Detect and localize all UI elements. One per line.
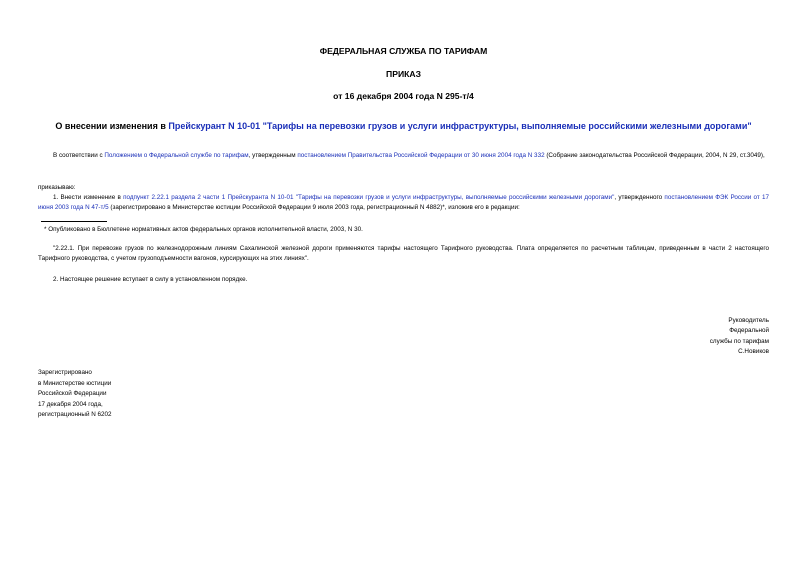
preamble-text-2: , утвержденным: [248, 152, 298, 159]
item1-text-2: , утвержденного: [614, 194, 665, 201]
quoted-provision: "2.22.1. При перевозке грузов по железнодорожным линиям Сахалинской железной дороги применяются тарифы настоящего Тарифного руководства. Плата определяется по расчетным таблицам, приведенным в части 2 настоящего Тарифного руководства, с учетом грузоподъемности вагонов, курсирующих на этих линиях".: [38, 245, 769, 262]
item-2-paragraph: 2. Настоящее решение вступает в силу в установленном порядке.: [53, 276, 248, 283]
preamble-text-1: В соответствии с: [53, 152, 105, 159]
agency-title: ФЕДЕРАЛЬНАЯ СЛУЖБА ПО ТАРИФАМ: [319, 46, 488, 56]
signature-line-3: службы по тарифам: [709, 337, 769, 345]
signature-block: [710, 316, 769, 358]
item-1-paragraph: [38, 193, 769, 213]
signature-line-2: Федеральной: [729, 327, 769, 335]
signature-line-1: Руководитель: [728, 317, 769, 324]
preamble-paragraph: [38, 151, 769, 161]
regulation-link[interactable]: Положением о Федеральной службе по тарифам: [104, 152, 249, 159]
order-word: приказываю:: [38, 184, 76, 191]
registration-line-1: Зарегистрировано: [38, 369, 92, 376]
doc-subject: [20, 121, 787, 131]
registration-number: регистрационный N 6202: [38, 411, 112, 419]
footnote: * Опубликовано в Бюллетене нормативных актов федеральных органов исполнительной власти, 2003, N 30.: [44, 226, 363, 233]
item1-text-1: 1. Внести изменение в: [53, 194, 124, 201]
doc-type-title: ПРИКАЗ: [386, 69, 421, 79]
footnote-divider: [41, 221, 107, 222]
registration-line-2: в Министерстве юстиции: [38, 379, 112, 387]
government-decree-link[interactable]: постановлением Правительства Российской Федерации от 30 июня 2004 года N 332: [297, 152, 545, 159]
subject-prefix: О внесении изменения в: [55, 121, 169, 131]
item1-text-3: (зарегистрировано в Министерстве юстиции Российской Федерации 9 июля 2003 года, регистрационный N 4882)*, изложив его в редакции:: [108, 204, 520, 211]
doc-date-number: от 16 декабря 2004 года N 295-т/4: [333, 91, 474, 101]
fek-decree-link[interactable]: постановлением ФЭК России от 17 июня 2003 года N 47-т/5: [38, 194, 769, 211]
registration-date: 17 декабря 2004 года,: [38, 400, 103, 408]
pricelist-link[interactable]: Прейскурант N 10-01 "Тарифы на перевозки грузов и услуги инфраструктуры, выполняемые российскими железными дорогами": [168, 121, 752, 131]
signer-name: С.Новиков: [738, 348, 769, 356]
registration-line-3: Российской Федерации: [38, 390, 107, 398]
subitem-link[interactable]: подпункт 2.22.1 раздела 2 части 1 Прейскуранта N 10-01 "Тарифы на перевозки грузов и услуги инфраструктуры, выполняемые российскими железными дорогами": [123, 194, 615, 201]
preamble-text-3: (Собрание законодательства Российской Федерации, 2004, N 29, ст.3049),: [544, 152, 765, 159]
registration-block: [38, 368, 112, 421]
